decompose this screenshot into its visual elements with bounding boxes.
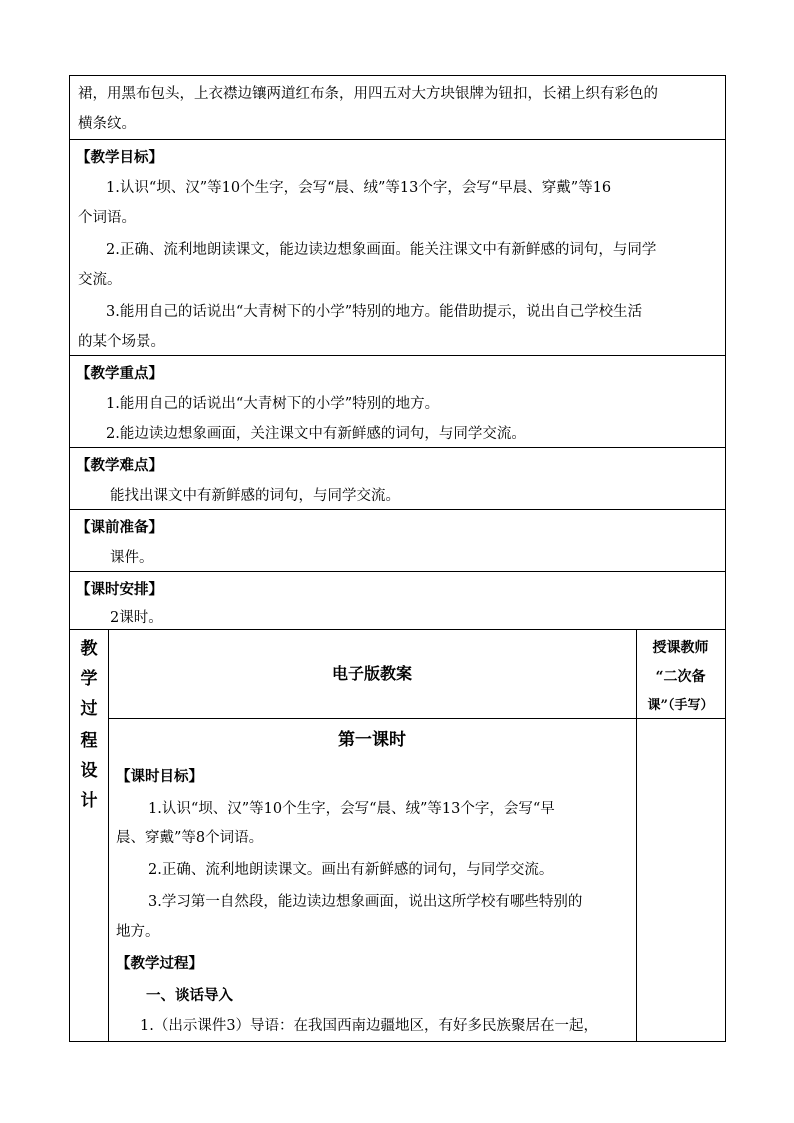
process-right-divider <box>636 630 637 1041</box>
teacher-notes-header-line-3: 课”（手写） <box>647 698 714 713</box>
schedule-text: 2课时。 <box>110 610 163 626</box>
objective-1-line-1: 1.认识“坝、汉”等10个生字，会写“晨、绒”等13个字，会写“早晨、穿戴”等16 <box>106 180 612 196</box>
lesson-objective-3-line-1: 3.学习第一自然段，能边读边想象画面，说出这所学校有哪些特别的 <box>148 894 583 910</box>
side-label-char-4: 程 <box>80 731 98 751</box>
preparation-text: 课件。 <box>110 550 154 566</box>
process-area <box>70 630 725 1041</box>
objective-1-line-2: 个词语。 <box>78 210 136 226</box>
objective-2-line-2: 交流。 <box>78 272 122 288</box>
intro-section <box>70 76 725 140</box>
process-header-divider <box>108 718 725 719</box>
step-1-item-1: 1.（出示课件3）导语：在我国西南边疆地区，有好多民族聚居在一起， <box>140 1018 599 1034</box>
schedule-section <box>70 572 725 630</box>
difficulties-text: 能找出课文中有新鲜感的词句，与同学交流。 <box>110 488 400 504</box>
schedule-heading: 【课时安排】 <box>76 581 163 598</box>
side-label-char-6: 计 <box>80 791 98 811</box>
lesson-plan-table <box>69 75 726 1042</box>
objectives-heading: 【教学目标】 <box>76 149 163 166</box>
objective-2-line-1: 2.正确、流利地朗读课文，能边读边想象画面。能关注课文中有新鲜感的词句，与同学 <box>106 242 657 258</box>
lesson-objective-2: 2.正确、流利地朗读课文。画出有新鲜感的词句，与同学交流。 <box>148 862 554 878</box>
lesson-title: 第一课时 <box>338 730 406 750</box>
key-point-1: 1.能用自己的话说出“大青树下的小学”特别的地方。 <box>106 396 440 412</box>
preparation-heading: 【课前准备】 <box>76 519 163 536</box>
lesson-objective-3-line-2: 地方。 <box>116 924 160 940</box>
side-label-char-2: 学 <box>80 669 98 689</box>
key-points-section <box>70 356 725 448</box>
lesson-objective-1-line-1: 1.认识“坝、汉”等10个生字，会写“晨、绒”等13个字，会写“早 <box>148 801 555 817</box>
objective-3-line-1: 3.能用自己的话说出“大青树下的小学”特别的地方。能借助提示，说出自己学校生活 <box>106 304 643 320</box>
objectives-section <box>70 140 725 356</box>
preparation-section <box>70 510 725 572</box>
key-point-2: 2.能边读边想象画面，关注课文中有新鲜感的词句，与同学交流。 <box>106 426 526 442</box>
lesson-objectives-heading: 【课时目标】 <box>116 768 203 785</box>
side-label-char-1: 教 <box>80 639 98 659</box>
teaching-process-heading: 【教学过程】 <box>116 955 203 972</box>
intro-line-1: 裙，用黑布包头，上衣襟边镶两道红布条，用四五对大方块银牌为钮扣，长裙上织有彩色的 <box>78 86 658 102</box>
process-left-divider <box>108 630 109 1041</box>
teacher-notes-header-line-1: 授课教师 <box>652 640 709 656</box>
teacher-notes-header-line-2: “二次备 <box>655 669 706 685</box>
lesson-objective-1-line-2: 晨、穿戴”等8个词语。 <box>116 830 264 846</box>
key-points-heading: 【教学重点】 <box>76 365 163 382</box>
side-label-char-5: 设 <box>80 761 98 781</box>
intro-line-2: 横条纹。 <box>78 116 136 132</box>
difficulties-section <box>70 448 725 510</box>
side-label-char-3: 过 <box>80 699 98 719</box>
objective-3-line-2: 的某个场景。 <box>78 334 165 350</box>
difficulties-heading: 【教学难点】 <box>76 457 163 474</box>
step-1-heading: 一、谈话导入 <box>146 987 233 1004</box>
electronic-lesson-plan-header: 电子版教案 <box>331 664 412 683</box>
